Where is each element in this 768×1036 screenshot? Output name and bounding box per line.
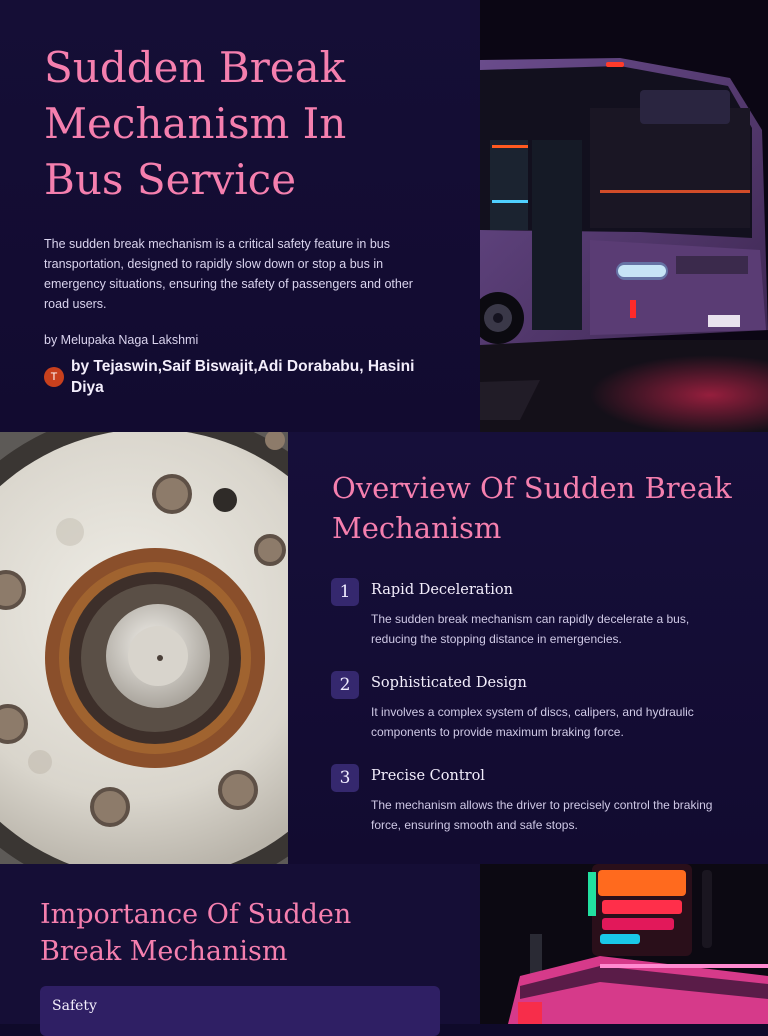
- overview-title: Overview Of Sudden Break Mechanism: [332, 471, 732, 545]
- importance-section: [0, 864, 768, 1024]
- byline-text: by Tejaswin,Saif Biswajit,Adi Dorababu, Hasini Diya: [71, 358, 415, 396]
- item-title: Rapid Deceleration: [371, 582, 513, 598]
- item-body: The sudden break mechanism can rapidly decelerate a bus, reducing the stopping distance in emergencies.: [371, 612, 690, 646]
- safety-card: [40, 986, 440, 1036]
- brake-disc-photo: [0, 432, 288, 864]
- card-label: Safety: [52, 998, 97, 1014]
- city-bus-photo: [480, 864, 768, 1024]
- hero-copy: [44, 40, 434, 350]
- page-title: Sudden Break Mechanism In Bus Service: [44, 43, 347, 204]
- item-title: Sophisticated Design: [371, 675, 527, 691]
- hero-description: The sudden break mechanism is a critical safety feature in bus transportation, designed to rapidly slow down or stop a bus in emergency situations, ensuring the safety of passengers and other road users.: [44, 237, 413, 311]
- byline: [44, 356, 424, 398]
- city-bus-illustration: [480, 864, 768, 1024]
- brake-disc-illustration: [0, 432, 288, 864]
- importance-title: Importance Of Sudden Break Mechanism: [40, 899, 352, 967]
- hero-section: [0, 0, 768, 432]
- bus-photo: [480, 0, 768, 432]
- overview-section: [0, 432, 768, 864]
- author-line: by Melupaka Naga Lakshmi: [44, 333, 199, 347]
- item-title: Precise Control: [371, 768, 485, 784]
- item-number: 1: [331, 578, 359, 606]
- item-body: The mechanism allows the driver to precisely control the braking force, ensuring smooth and safe stops.: [371, 798, 713, 832]
- item-number: 2: [331, 671, 359, 699]
- avatar: T: [44, 367, 64, 387]
- item-number: 3: [331, 764, 359, 792]
- bus-illustration: [480, 0, 768, 432]
- item-body: It involves a complex system of discs, calipers, and hydraulic components to provide maximum braking force.: [371, 705, 694, 739]
